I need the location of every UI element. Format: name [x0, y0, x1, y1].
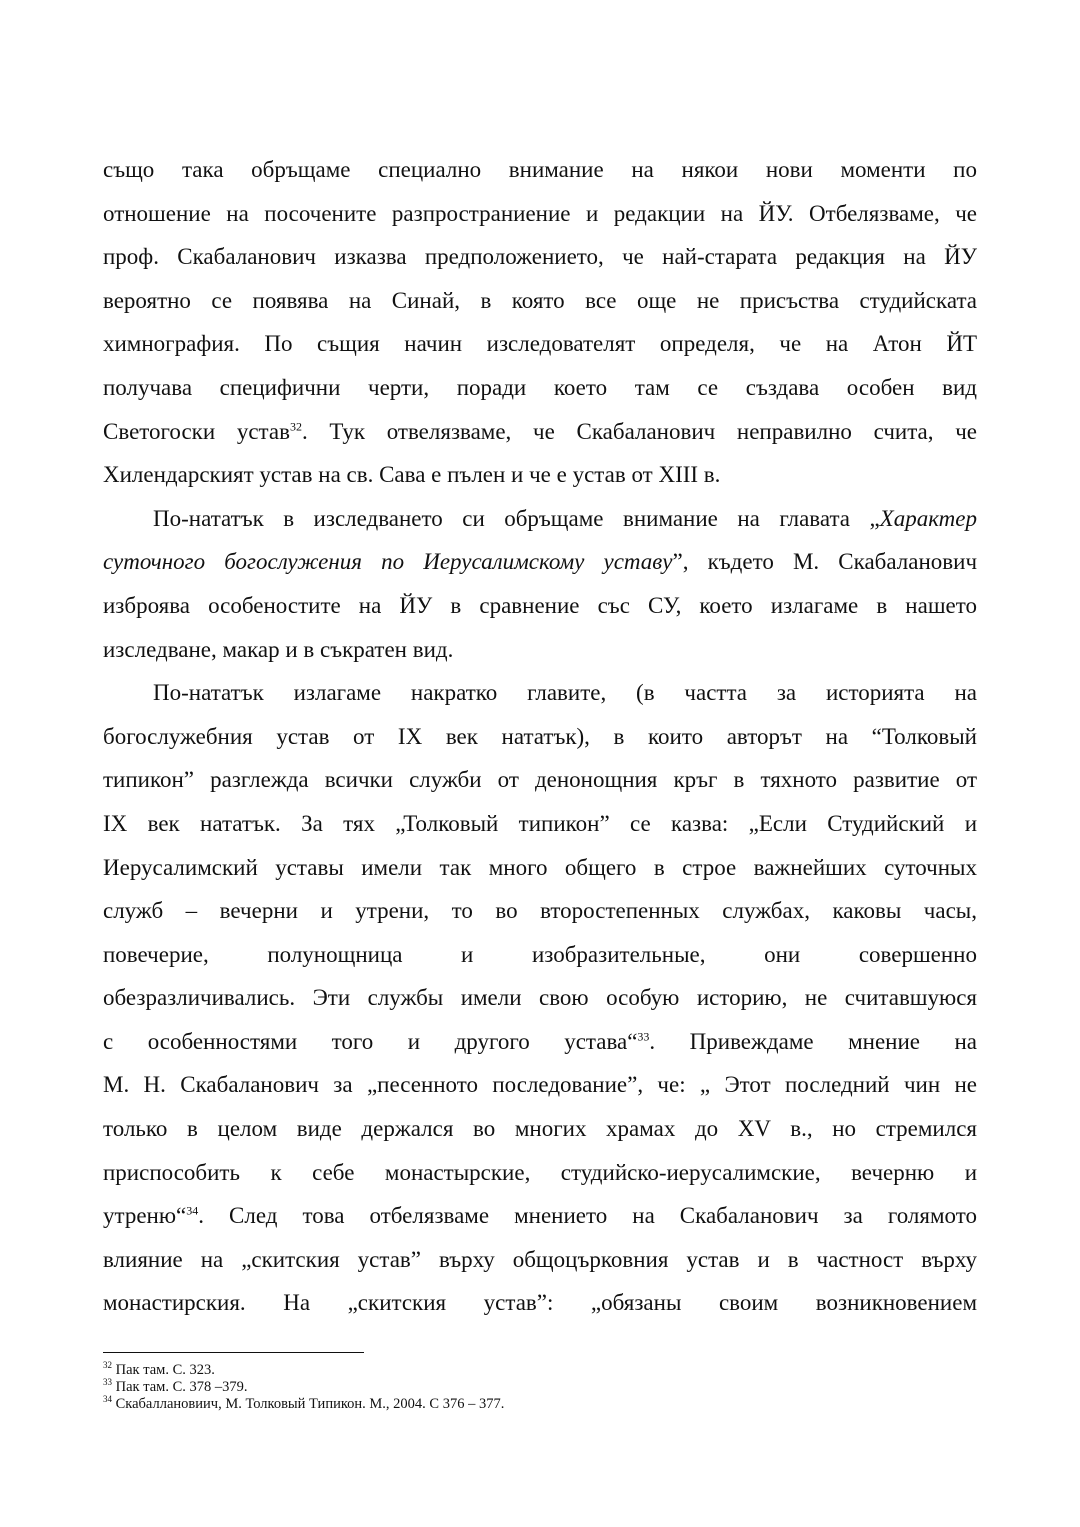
text-line: служб – вечерни и утрени, то во второстепенных службах, каковы часы, [103, 898, 977, 924]
footnote-text: Пак там. С. 323. [115, 1362, 215, 1378]
paragraph-1 [103, 148, 977, 497]
text-line: Хилендарският устав на св. Сава е пълен и че е устав от XIII в. [103, 462, 721, 488]
paragraph-2 [103, 497, 977, 671]
text-line: IX век нататък. За тях „Толковый типикон” се казва: „Если Студийский и [103, 810, 977, 836]
text-line: М. Н. Скабаланович за „песенното последование”, че: „ Этот последний чин не [103, 1072, 977, 1098]
text-line [103, 1194, 977, 1238]
footnote-text: Пак там. С. 378 –379. [115, 1379, 248, 1395]
text-segment: . Привеждаме мнение на [649, 1028, 977, 1054]
text-line: По-нататък излагаме накратко главите, (в частта за историята на [153, 680, 977, 706]
text-segment: ”, където М. Скабаланович [672, 549, 978, 575]
text-line: Иерусалимский уставы имели так много общего в строе важнейших суточных [103, 854, 977, 880]
text-line: повечерие, полунощница и изобразительные, они совершенно [103, 941, 977, 967]
footnote [103, 1379, 977, 1396]
text-segment: . След това отбелязваме мнението на Скабаланович за голямото [198, 1203, 977, 1229]
text-segment: . Тук отвелязваме, че Скабаланович неправилно счита, че [301, 418, 977, 444]
text-line: монастирския. На „скитския устав”: „обязаны своим возникновением [103, 1290, 977, 1316]
text-line: обезразличивались. Эти службы имели свою особую историю, не считавшуюся [103, 985, 977, 1011]
footnote-number: 33 [103, 1377, 112, 1388]
text-line: химнография. По същия начин изследователят определя, че на Атон ЙТ [103, 331, 977, 357]
footnote [103, 1362, 977, 1379]
text-line: отношение на посочените разпространиение и редакции на ЙУ. Отбелязваме, че [103, 200, 977, 226]
text-line [103, 540, 977, 584]
footnote-ref-32: 32 [289, 418, 302, 433]
footnote-number: 34 [103, 1394, 112, 1405]
text-line: типикон” разглежда всички служби от денонощния кръг в тяхното развитие от [103, 767, 977, 793]
text-line [103, 497, 977, 541]
text-segment: Светогоски устав [103, 418, 290, 444]
text-line: проф. Скабаланович изказва предположението, че най-старата редакция на ЙУ [103, 244, 977, 270]
footnote-number: 32 [103, 1360, 112, 1371]
text-line [103, 1020, 977, 1064]
footnote [103, 1396, 977, 1413]
text-line: богослужебния устав от IX век нататък), в които авторът на “Толковый [103, 723, 977, 749]
footnotes [103, 1362, 977, 1413]
text-line: получава специфични черти, поради което там се създава особен вид [103, 374, 977, 400]
text-line: изследване, макар и в съкратен вид. [103, 636, 454, 662]
footnote-text: Скабаллановиич, М. Толковый Типикон. М., 2004. С 376 – 377. [115, 1396, 505, 1412]
text-line: изброява особеностите на ЙУ в сравнение със СУ, което излагаме в нашето [103, 592, 977, 618]
footnote-ref-33: 33 [637, 1029, 650, 1044]
text-line: влияние на „скитския устав” върху общоцърковния устав и в частност върху [103, 1246, 977, 1272]
text-line [103, 410, 977, 454]
text-segment: утреню“ [103, 1203, 187, 1229]
page-body [103, 148, 977, 1325]
paragraph-3 [103, 671, 977, 1325]
text-line: също така обръщаме специално внимание на някои нови моменти по [103, 157, 977, 182]
footnote-ref-34: 34 [186, 1203, 199, 1218]
text-segment: По-нататък в изследването си обръщаме внимание на главата „ [153, 505, 880, 531]
italic-title: Характер [879, 505, 977, 531]
text-line: вероятно се появява на Синай, в която все още не присъства студийската [103, 287, 977, 313]
text-line: только в целом виде держался во многих храмах до XV в., но стремился [103, 1116, 977, 1142]
text-line: приспособить к себе монастырские, студийско-иерусалимские, вечерню и [103, 1159, 977, 1185]
italic-title: суточного богослужения по Иерусалимскому уставу [103, 549, 673, 575]
footnote-separator [103, 1352, 364, 1353]
text-segment: с особенностями того и другого устава“ [103, 1028, 638, 1054]
